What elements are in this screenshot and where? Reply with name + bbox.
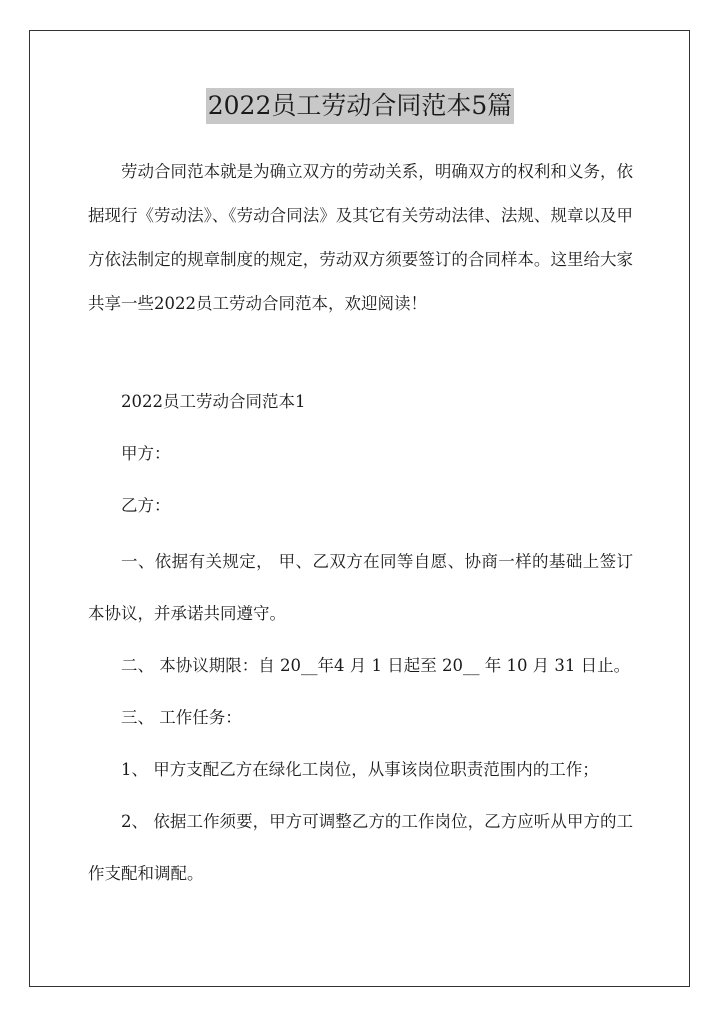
section-heading: 2022员工劳动合同范本1: [121, 392, 306, 411]
clause-3-item-2: 2、 依据工作须要，甲方可调整乙方的工作岗位，乙方应听从甲方的工作支配和调配。: [88, 812, 633, 883]
section-spacer: [88, 326, 633, 380]
title-wrap: [0, 88, 720, 124]
clause-3: 三、 工作任务：: [121, 708, 242, 727]
document-body: [88, 150, 633, 900]
intro-paragraph: 劳动合同范本就是为确立双方的劳动关系，明确双方的权利和义务，依据现行《劳动法》、《劳动合同法》及其它有关劳动法律、法规、规章以及甲方依法制定的规章制度的规定，劳动双方须要签订的合同样本。这里给大家共享一些2022员工劳动合同范本，欢迎阅读！: [88, 162, 633, 313]
clause-2: 二、 本协议期限：自 20__年4 月 1 日起至 20__ 年 10 月 31 日止。: [121, 656, 631, 675]
clause-1: 一、依据有关规定， 甲、乙双方在同等自愿、协商一样的基础上签订本协议，并承诺共同遵守。: [88, 552, 633, 623]
party-a-line: 甲方：: [121, 444, 171, 463]
clause-3-item-1: 1、 甲方支配乙方在绿化工岗位，从事该岗位职责范围内的工作；: [121, 760, 599, 779]
party-b-line: 乙方：: [121, 496, 171, 515]
document-title: 2022员工劳动合同范本5篇: [206, 88, 515, 124]
